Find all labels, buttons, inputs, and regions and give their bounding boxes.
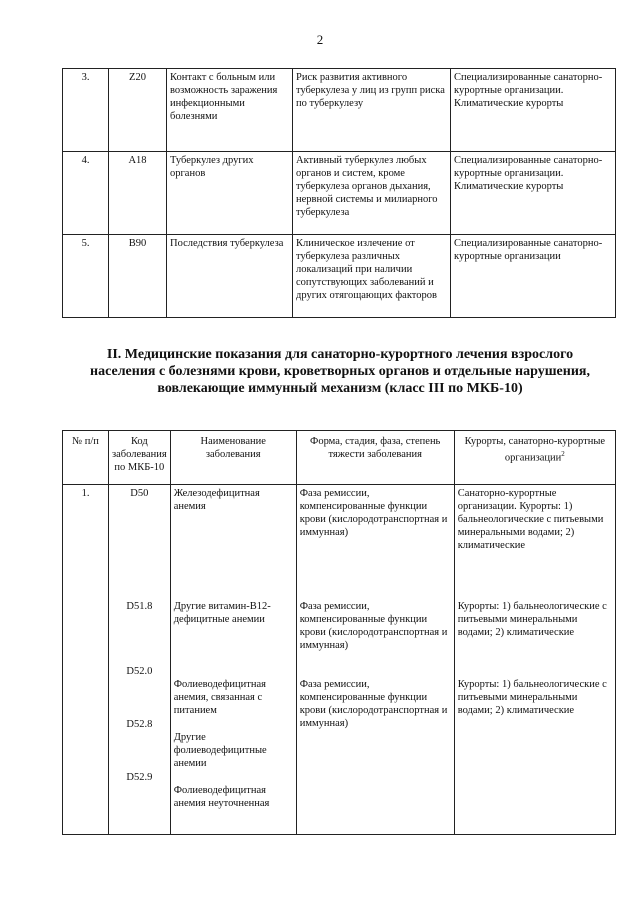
disease-form: Активный туберкулез любых органов и систем, кроме туберкулеза органов дыхания, нервной системы и милиарного туберкулеза (293, 152, 451, 235)
header-num: № п/п (63, 431, 109, 485)
page-number: 2 (316, 32, 324, 47)
table-row (63, 235, 616, 318)
disease-name: Туберкулез других органов (167, 152, 293, 235)
disease-name: Фолиеводефицитная анемия неуточненная (173, 785, 270, 809)
disease-form: Клиническое излечение от туберкулеза различных локализаций при наличии сопутствующих заболеваний и других отягощающих факторов (293, 235, 451, 318)
resorts-cell (454, 485, 615, 835)
row-number: 5. (63, 235, 109, 318)
disease-name: Контакт с больным или возможность заражения инфекционными болезнями (167, 69, 293, 152)
table-row (63, 152, 616, 235)
icd-code: Z20 (109, 69, 167, 152)
disease-name: Фолиеводефицитная анемия, связанная с питанием (173, 679, 266, 716)
icd-codes-cell (109, 485, 171, 835)
header-form: Форма, стадия, фаза, степень тяжести заболевания (296, 431, 454, 485)
resorts: Специализированные санаторно-курортные организации. Климатические курорты (451, 69, 616, 152)
section-title: II. Медицинские показания для санаторно-курортного лечения взрослого населения с болезнями крови, кроветворных органов и отдельные нарушения, вовлекающие иммунный механизм (класс III по МКБ-10) (90, 347, 590, 396)
disease-form: Фаза ремиссии, компенсированные функции крови (кислородотранспортная и иммунная) (299, 679, 448, 729)
table-row (63, 485, 616, 835)
icd-code: B90 (109, 235, 167, 318)
disease-name: Другие витамин-B12-дефицитные анемии (173, 601, 271, 625)
row-number: 3. (63, 69, 109, 152)
disease-form: Фаза ремиссии, компенсированные функции крови (кислородотранспортная и иммунная) (299, 601, 448, 651)
resorts: Специализированные санаторно-курортные организации. Климатические курорты (451, 152, 616, 235)
disease-form: Фаза ремиссии, компенсированные функции крови (кислородотранспортная и иммунная) (299, 488, 448, 538)
indications-table-blood-diseases (62, 430, 616, 835)
disease-names-cell (170, 485, 296, 835)
header-resorts (454, 431, 615, 485)
icd-code: D51.8 (126, 601, 153, 612)
disease-name: Железодефицитная анемия (173, 488, 260, 512)
resorts: Курорты: 1) бальнеологические с питьевыми минеральными водами; 2) климатические (457, 679, 607, 716)
footnote-marker: 2 (561, 450, 565, 458)
row-number: 4. (63, 152, 109, 235)
header-name: Наименование заболевания (170, 431, 296, 485)
header-code: Код заболевания по МКБ-10 (109, 431, 171, 485)
table-header-row (63, 431, 616, 485)
indications-table-tuberculosis (62, 68, 616, 318)
disease-forms-cell (296, 485, 454, 835)
header-resorts-label: Курорты, санаторно-курортные организации (464, 436, 606, 464)
disease-name: Другие фолиеводефицитные анемии (173, 732, 267, 769)
disease-name: Последствия туберкулеза (167, 235, 293, 318)
row-number: 1. (63, 485, 109, 835)
table-row (63, 69, 616, 152)
disease-form: Риск развития активного туберкулеза у лиц из групп риска по туберкулезу (293, 69, 451, 152)
icd-code: D52.8 (126, 719, 153, 730)
icd-code: D52.9 (126, 772, 153, 783)
icd-code: A18 (109, 152, 167, 235)
resorts: Специализированные санаторно-курортные организации (451, 235, 616, 318)
icd-code: D52.0 (126, 666, 153, 677)
resorts: Санаторно-курортные организации. Курорты: 1) бальнеологические с питьевыми минеральными водами; 2) климатические (457, 488, 604, 551)
resorts: Курорты: 1) бальнеологические с питьевыми минеральными водами; 2) климатические (457, 601, 607, 638)
icd-code: D50 (130, 488, 149, 499)
